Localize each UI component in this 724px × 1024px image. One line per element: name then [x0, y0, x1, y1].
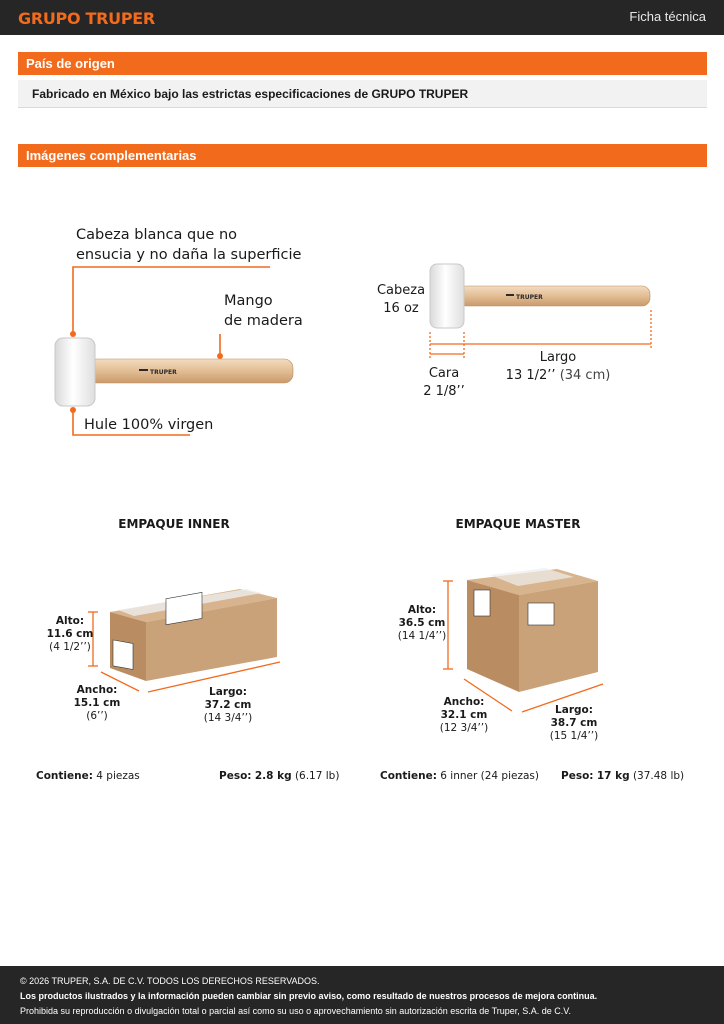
- master-weight: Peso: 17 kg (37.48 lb): [561, 770, 685, 782]
- head-weight-label: Cabeza 16 oz: [376, 283, 426, 316]
- inner-height: Alto: 11.6 cm (4 1/2’’): [46, 615, 94, 653]
- section-origin-title: País de origen: [18, 52, 707, 75]
- handle-brand-left: TRUPER: [150, 369, 177, 376]
- master-height: Alto: 36.5 cm (14 1/4’’): [397, 604, 447, 642]
- section-images-title: Imágenes complementarias: [18, 144, 707, 167]
- callout-rubber: Hule 100% virgen: [84, 417, 214, 433]
- length-dimension-label: Largo 13 1/2’’ (34 cm): [505, 350, 611, 383]
- footer-copyright: © 2026 TRUPER, S.A. DE C.V. TODOS LOS DERECHOS RESERVADOS.: [20, 976, 320, 986]
- master-width: Ancho: 32.1 cm (12 3/4’’): [439, 696, 489, 734]
- footer-disclaimer: Los productos ilustrados y la información pueden cambiar sin previo aviso, como resultado de nuestros procesos de mejora continua.: [20, 991, 598, 1001]
- footer: [0, 966, 724, 1024]
- footer-legal: Prohibida su reproducción o divulgación total o parcial así como su uso o aprovechamiento sin autorización escrita de Truper, S.A. de C.V.: [20, 1006, 571, 1016]
- callout-head: Cabeza blanca que no ensucia y no daña la superficie: [76, 227, 302, 263]
- brand-logo: GRUPO TRUPER: [18, 9, 155, 28]
- document-type: Ficha técnica: [629, 9, 706, 24]
- master-contents: Contiene: 6 inner (24 piezas): [380, 770, 539, 782]
- origin-text: Fabricado en México bajo las estrictas especificaciones de GRUPO TRUPER: [18, 80, 707, 108]
- inner-weight: Peso: 2.8 kg (6.17 lb): [219, 770, 340, 782]
- master-package-title: EMPAQUE MASTER: [455, 517, 581, 531]
- master-box: [467, 568, 598, 692]
- mallet-left: [55, 338, 293, 406]
- inner-length: Largo: 37.2 cm (14 3/4’’): [203, 686, 253, 724]
- callout-handle: Mango de madera: [224, 293, 303, 329]
- master-length: Largo: 38.7 cm (15 1/4’’): [549, 704, 599, 742]
- inner-contents: Contiene: 4 piezas: [36, 770, 140, 782]
- inner-width: Ancho: 15.1 cm (6’’): [73, 684, 121, 722]
- mallet-right: [430, 264, 650, 328]
- face-dimension-label: Cara 2 1/8’’: [423, 366, 465, 399]
- inner-package-title: EMPAQUE INNER: [118, 517, 230, 531]
- inner-box: [110, 589, 277, 681]
- handle-brand-right: TRUPER: [516, 294, 543, 301]
